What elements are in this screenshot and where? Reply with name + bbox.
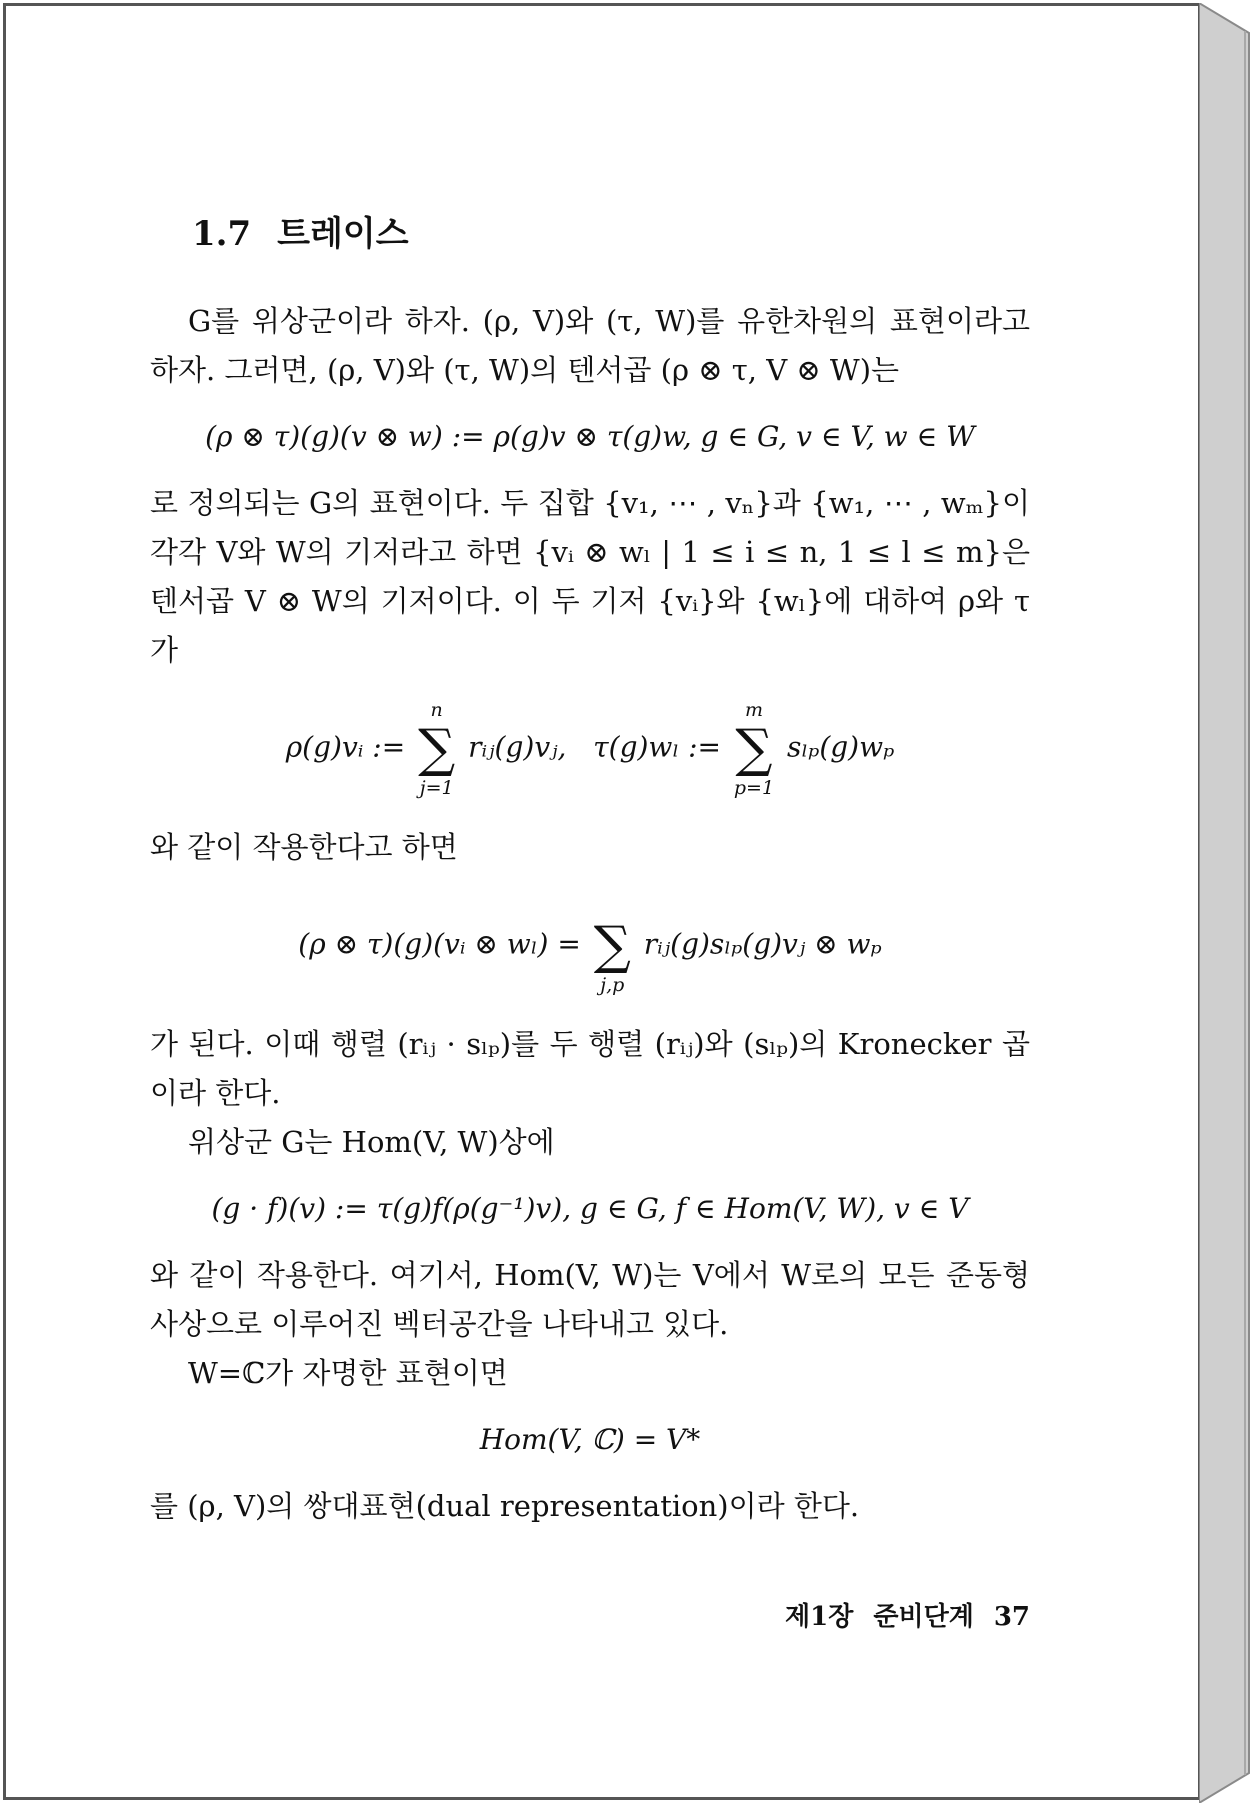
paragraph-5: 위상군 G는 Hom(V, W)상에 — [188, 1125, 555, 1159]
footer-chapter-title: 준비단계 — [873, 1602, 974, 1632]
section-number: 1.7 — [192, 214, 252, 254]
sum-p-lower: p=1 — [733, 777, 775, 799]
sigma-symbol: ∑ — [593, 916, 631, 976]
sum-j-lower: j=1 — [419, 777, 454, 799]
sum-j — [418, 697, 455, 801]
eq3-left: (ρ ⊗ τ)(g)(vᵢ ⊗ wₗ) = — [298, 927, 581, 961]
eq3-term: rᵢⱼ(g)sₗₚ(g)vⱼ ⊗ wₚ — [643, 927, 882, 961]
eq2-left-term: rᵢⱼ(g)vⱼ, — [468, 730, 567, 764]
equation-hom-action: (g · f)(v) := τ(g)f(ρ(g⁻¹)v), g ∈ G, f ∈ Hom(V, W), v ∈ V — [211, 1192, 969, 1225]
eq2-right: τ(g)wₗ := — [593, 730, 721, 764]
paragraph-2: 로 정의되는 G의 표현이다. 두 집합 {v₁, ⋯ , vₙ}과 {w₁, ⋯ , wₘ}이 각각 V와 W의 기저라고 하면 {vᵢ ⊗ wₗ | 1 ≤ i ≤ n, 1 ≤ l ≤ m}은 텐서곱 V ⊗ W의 기저이다. 이 두 기저 {vᵢ}와 {wₗ}에 대하여 ρ와 τ가 — [150, 486, 1030, 667]
paragraph-8: 를 (ρ, V)의 쌍대표현(dual representation)이라 한다. — [150, 1489, 860, 1523]
paragraph-7: W=ℂ가 자명한 표현이면 — [188, 1356, 508, 1390]
sum-j-upper: n — [430, 699, 443, 721]
equation-tensor-product: (ρ ⊗ τ)(g)(v ⊗ w) := ρ(g)v ⊗ τ(g)w, g ∈ G, v ∈ V, w ∈ W — [205, 420, 975, 453]
paragraph-1: G를 위상군이라 하자. (ρ, V)와 (τ, W)를 유한차원의 표현이라고 하자. 그러면, (ρ, V)와 (τ, W)의 텐서곱 (ρ ⊗ τ, V ⊗ W)는 — [150, 304, 1030, 387]
sum-jp — [594, 894, 631, 998]
sum-p-upper: m — [744, 699, 763, 721]
equation-basis-action — [150, 697, 1030, 801]
sum-jp-lower: j,p — [600, 974, 625, 996]
book-spine-edge — [1199, 3, 1253, 1803]
page-footer — [150, 1596, 1030, 1633]
paragraph-4: 가 된다. 이때 행렬 (rᵢⱼ · sₗₚ)를 두 행렬 (rᵢⱼ)와 (sₗₚ)의 Kronecker 곱이라 한다. — [150, 1027, 1030, 1110]
eq2-left: ρ(g)vᵢ := — [285, 730, 406, 764]
sum-p — [734, 697, 774, 801]
equation-dual: Hom(V, ℂ) = V* — [479, 1423, 701, 1456]
paragraph-3: 와 같이 작용한다고 하면 — [150, 830, 458, 864]
section-heading — [192, 210, 1030, 259]
page-number: 37 — [993, 1602, 1030, 1632]
sigma-symbol: ∑ — [418, 719, 456, 779]
paragraph-6: 와 같이 작용한다. 여기서, Hom(V, W)는 V에서 W로의 모든 준동형사상으로 이루어진 벡터공간을 나타내고 있다. — [150, 1258, 1030, 1341]
eq2-right-term: sₗₚ(g)wₚ — [786, 730, 895, 764]
footer-chapter: 제1장 — [785, 1602, 854, 1632]
equation-kronecker — [150, 894, 1030, 998]
page-content — [150, 210, 1030, 1531]
section-title: 트레이스 — [277, 214, 409, 254]
sigma-symbol: ∑ — [735, 719, 773, 779]
